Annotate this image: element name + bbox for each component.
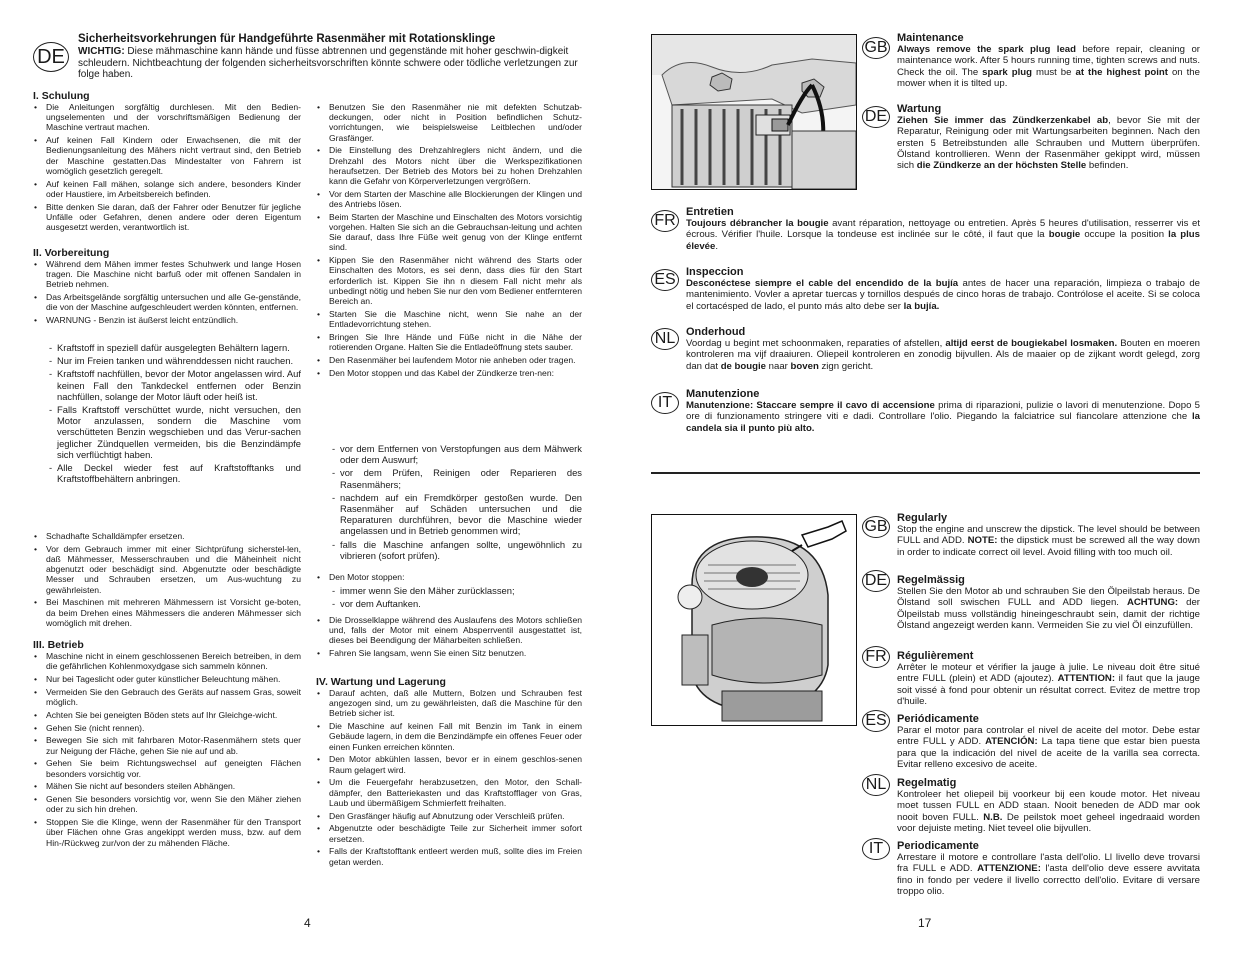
emphasis-text: Manutenzione: Staccare sempre il cavo di accensione <box>686 400 935 411</box>
block-heading-es: Inspeccion <box>686 266 744 278</box>
language-badge-es: ES <box>862 710 890 732</box>
list-item: • Mähen Sie nicht auf besonders steilen Abhängen. <box>33 781 301 791</box>
sub-list-item: - vor dem Auftanken. <box>316 598 582 609</box>
body-text: occupe la position <box>1080 229 1169 241</box>
language-badge-gb: GB <box>862 37 890 59</box>
emphasis-text: de bougie <box>720 360 766 372</box>
block-text-fr <box>897 662 1200 707</box>
list-item: • Maschine nicht in einem geschlossenen Bereich betreiben, in dem die gefährlichen Kohlenmoxydgase sich sammeln können. <box>33 651 301 671</box>
list-item: • Den Motor stoppen und das Kabel der Zündkerze tren-nen: <box>316 368 582 378</box>
list-item: • Abgenutzte oder beschädigte Teile zur Sicherheit immer sofort ersetzen. <box>316 823 582 843</box>
emphasis-text: NOTE: <box>967 535 998 547</box>
section-heading-schulung: I. Schulung <box>33 90 90 102</box>
sub-list-item: - Kraftstoff nachfüllen, bevor der Motor angelassen wird. Auf keinen Fall den Tankdeckel entfernen oder Benzin nachfüllen, solange der Motor läuft oder heiß ist. <box>33 368 301 402</box>
emphasis-text: Always remove the spark plug lead <box>897 44 1076 55</box>
list-item: • Auf keinen Fall mähen, solange sich andere, besonders Kinder oder Haustiere, im Arbeitsbereich befinden. <box>33 179 301 199</box>
list-item: • Den Grasfänger häufig auf Abnutzung oder Verschleiß prüfen. <box>316 811 582 821</box>
language-badge-es: ES <box>651 269 679 291</box>
block-heading-it: Manutenzione <box>686 388 760 400</box>
list-item: • Bei Maschinen mit mehreren Mähmessern ist Vorsicht ge-boten, da beim Drehen eines Mähmessers die anderen Mähmesser sich womöglich mit drehen. <box>33 597 301 628</box>
list-col2-a <box>316 102 582 380</box>
emphasis-text: N.B. <box>983 811 1003 823</box>
list-schulung <box>33 102 301 235</box>
body-text: Arrêter le moteur et vérifier la jauge à julie. Le niveau doit être situé entre FULL (plein) et ADD (ajoutez). <box>897 662 1200 685</box>
list-item: • Die Maschine auf keinen Fall mit Benzin im Tank in einem Gebäude lagern, in dem die Benzindämpfe ein offenes Feuer oder einen Funken erreichen könnten. <box>316 721 582 752</box>
list-item: • Bitte denken Sie daran, daß der Fahrer oder Benutzer für jegliche Unfälle oder Gefahren, denen andere oder deren Eigentum ausgesetzt werden, verantwortlich ist. <box>33 202 301 233</box>
body-text: Stellen Sie den Motor ab und schrauben Sie den Ölpeilstab heraus. De Ölstand soll swischen FULL and ADD liegen. <box>897 586 1200 609</box>
list-item: • Die Einstellung des Drehzahlreglers nicht ändern, und die Drehzahl des Motors nicht über die Werkspezifikationen heraufsetzen. Der Betrieb des Motors bei zu hohen Drehzahlen kann die Gefahr von Körperverletzungen vergrößern. <box>316 145 582 186</box>
body-text: Bouten en moeren kontroleren ma vijf draaiuren. Oliepeil kontroleren en zonodig bijvullen. Als de maaier op de zijkant wordt gelegd, zorg dan dat <box>686 338 1200 372</box>
engine-drawing <box>652 515 856 725</box>
spark-plug-drawing <box>652 35 856 189</box>
list-item: • Vor dem Gebrauch immer mit einer Sichtprüfung sicherstel-len, daß Mähmesser, Messerschrauben und die Mäheinheit nicht abgenutzt oder beschädigt sind. Abgenutzte oder beschädigte Messer und Schrauben ersetzen, um Aus-wuchtung zu gewährleisten. <box>33 544 301 595</box>
emphasis-text: la plus élevée <box>686 229 1200 252</box>
language-badge-nl: NL <box>651 328 679 350</box>
list-col2-sub1 <box>316 443 582 563</box>
block-heading-fr: Entretien <box>686 206 734 218</box>
sub-list-item: - Nur im Freien tanken und währenddessen nicht rauchen. <box>33 355 301 366</box>
sub-list-item: - falls die Maschine anfangen sollte, ungewöhnlich zu vibrieren (sofort prüfen). <box>316 539 582 561</box>
body-text: Parar el motor para controlar el nivel de aceite del motor. Debe estar entre FULL y ADD. <box>897 725 1200 748</box>
page-title: Sicherheitsvorkehrungen für Handgeführte Rasenmäher mit Rotationsklinge <box>78 33 496 45</box>
section-heading-betrieb: III. Betrieb <box>33 639 84 651</box>
list-item: • Fahren Sie langsam, wenn Sie einen Sitz benutzen. <box>316 648 582 658</box>
body-text: Voordag u begint met schoonmaken, reparaties of afstellen, <box>686 338 946 349</box>
body-text: avant réparation, nettoyage ou entretien. Après 5 heures d'utilisation, resserrer vis et écrous. Vérifier l'huile. Lorsque la tondeuse est inclinée sur le côté, il faut que la <box>686 218 1200 241</box>
body-text: the dipstick must be screwed all the way down in order to indicate correct oil level. Avoid filling with too much oil. <box>897 535 1201 558</box>
block-text-it <box>686 400 1200 434</box>
list-wartung <box>316 688 582 869</box>
list-vorbereitung-fuel <box>33 342 301 486</box>
emphasis-text: ACHTUNG: <box>1126 597 1179 609</box>
block-heading-es: Periódicamente <box>897 713 979 725</box>
block-text-it <box>897 852 1200 897</box>
list-vorbereitung-b <box>33 531 301 631</box>
list-item: • Achten Sie bei geneigten Böden stets auf Ihr Gleichge-wicht. <box>33 710 301 720</box>
emphasis-text: spark plug <box>982 66 1033 78</box>
body-text: l'asta dell'olio deve essere avvitata fino in fondo per vedere il livello correctto dell'olio. Evitare di versare troppo olio. <box>897 863 1200 897</box>
list-item: • Auf keinen Fall Kindern oder Erwachsenen, die mit der Bedienungsanleitung des Mähers nicht vertraut sind, den Betrieb der Maschine gestatten.Das Mindestalter von Fahrern ist womöglich gesetzlich geregelt. <box>33 135 301 176</box>
list-item: • Starten Sie die Maschine nicht, wenn Sie nahe an der Entladevorrichtung stehen. <box>316 309 582 329</box>
body-text: . <box>715 240 719 252</box>
block-text-es <box>686 278 1200 312</box>
list-item: • Um die Feuergefahr herabzusetzen, den Motor, den Schall-dämpfer, den Batteriekasten und das Kraftstofflager von Gras, Laub und übermäßigem Schmierfett freihalten. <box>316 777 582 808</box>
list-item: • Vor dem Starten der Maschine alle Blockierungen der Klingen und des Antriebs lösen. <box>316 189 582 209</box>
list-item: • Bringen Sie Ihre Hände und Füße nicht in die Nähe der rotierenden Organe. Halten Sie die Entladeöffnung stets sauber. <box>316 332 582 352</box>
block-text-nl <box>686 338 1200 372</box>
block-heading-fr: Régulièrement <box>897 650 974 662</box>
body-text: La tapa tiene que estar bien puesta para que la indicación del nivel de aceite de la varilla sea correcta. Evitar relleno excesivo de aceite. <box>897 736 1200 770</box>
emphasis-text: bougie <box>1048 229 1081 241</box>
language-badge-fr: FR <box>862 646 890 668</box>
list-item: • Gehen Sie beim Richtungswechsel auf geneigten Flächen besonders vorsichtig vor. <box>33 758 301 778</box>
body-text: naar <box>766 360 791 372</box>
body-text: De peilstok moet geheel ingedraaid worden voor dejuiste meting. Niet teveel olie bijvullen. <box>897 811 1200 834</box>
emphasis-text: boven <box>790 360 819 372</box>
emphasis-text: Toujours débrancher la bougie <box>686 218 829 229</box>
list-item: • Benutzen Sie den Rasenmäher nie mit defekten Schutzab-deckungen, oder nicht in Position befindlichen Schutz-vorrichtungen, wie beispielsweise Leitblechen und/oder Grasfänger. <box>316 102 582 143</box>
block-heading-gb: Regularly <box>897 512 948 524</box>
list-item: • Kippen Sie den Rasenmäher nicht während des Starts oder Einschalten des Motors, es sei denn, dass dies für den Start erforderlich ist. Kippen Sie ihn n diesem Fall nicht mehr als unbedingt nötig und heben Sie nur den vom Bediener entfernteren Bereich an. <box>316 255 582 306</box>
body-text: Stop the engine and unscrew the dipstick. The level should be between FULL and ADD. <box>897 524 1200 547</box>
divider-line <box>651 472 1200 474</box>
block-text-fr <box>686 218 1200 252</box>
page-number-right: 17 <box>918 916 932 930</box>
language-badge-de: DE <box>862 106 890 128</box>
block-heading-de: Wartung <box>897 103 942 115</box>
block-text-gb <box>897 524 1200 558</box>
sub-list-item: - nachdem auf ein Fremdkörper gestoßen wurde. Den Rasenmäher auf Schäden untersuchen und die Reparaturen durchführen, bevor die Maschine wieder angelassen und in Betrieb genommen wird; <box>316 492 582 537</box>
body-text: antes de hacer una reparación, limpieza o trabajo de mantenimiento. Vovler a apretar tuercas y tornillos después de cinco horas de trabajo. Contrólose el aceite. Si se coloca el cortacésped de lado, el punto más alto debe ser <box>686 278 1200 312</box>
body-text: before repair, cleaning or maintenance work. After 5 hours running time, tighten screws and nuts. Check the oil. The <box>897 44 1200 78</box>
sub-list-item: - vor dem Entfernen von Verstopfungen aus dem Mähwerk oder dem Auswurf; <box>316 443 582 465</box>
language-badge-nl: NL <box>862 774 890 796</box>
sub-list-item: - Alle Deckel wieder fest auf Kraftstofftanks und Kraftstoffbehältern anbringen. <box>33 462 301 484</box>
list-item: • Die Anleitungen sorgfältig durchlesen. Mit den Bedien-ungselementen und der vorschriftsmäßigen Bedienung der Maschine vertraut machen. <box>33 102 301 133</box>
list-betrieb <box>33 651 301 850</box>
emphasis-text: ATTENZIONE: <box>977 863 1041 875</box>
list-item: • Den Rasenmäher bei laufendem Motor nie anheben oder tragen. <box>316 355 582 365</box>
list-item: • Schadhafte Schalldämpfer ersetzen. <box>33 531 301 541</box>
block-heading-it: Periodicamente <box>897 840 979 852</box>
sub-list-item: - Falls Kraftstoff verschüttet wurde, nicht versuchen, den Motor anzulassen, sondern die Maschine vom verschütteten Benzin wegschieben und das Verur-sachen jeglicher Zündquellen vermeiden, bis die Benzindämpfe sich verflüchtigt haben. <box>33 404 301 460</box>
language-badge-de: DE <box>33 42 69 72</box>
body-text: der Ölpeilstab muss vollständig hineingeschraubt sein, damit der richtige Ölstand angezeigt werden kann. Vermeiden Sie zu viel Öl einzufüllen. <box>897 597 1200 631</box>
emphasis-text: ATENCIÓN: <box>985 736 1038 748</box>
list-item: • Darauf achten, daß alle Muttern, Bolzen und Schrauben fest angezogen sind, um zu gewährleisten, daß die Maschine für den Betrieb sicher ist. <box>316 688 582 719</box>
body-text: prima di riparazioni, pulizie o lavori di menutenzione. Dopo 5 ore di funzionamento stringere viti e dadi. Controllare l'olio. Piegando la falciatrice sul fiancolare attenzione che <box>686 400 1201 423</box>
emphasis-text: altijd eerst de bougiekabel losmaken. <box>945 338 1118 349</box>
list-item: • Beim Starten der Maschine und Einschalten des Motors vorsichtig vorgehen. Halten Sie sich an die Gebrauchsan-leitung und achten Sie darauf, dass Ihre Füße weit genug von der Klinge entfernt sind. <box>316 212 582 253</box>
block-heading-nl: Regelmatig <box>897 777 957 789</box>
list-item: • Vermeiden Sie den Gebrauch des Geräts auf nassem Gras, soweit möglich. <box>33 687 301 707</box>
list-item: • Nur bei Tageslicht oder guter künstlicher Beleuchtung mähen. <box>33 674 301 684</box>
block-text-nl <box>897 789 1200 834</box>
emphasis-text: Desconéctese siempre el cable del encendido de la bujía <box>686 278 959 289</box>
block-text-de <box>897 586 1200 631</box>
emphasis-text: ATTENTION: <box>1057 673 1116 685</box>
list-item: • Die Drosselklappe während des Auslaufens des Motors schließen und, falls der Motor mit einem Absperrventil ausgestattet ist, dieses bei Beendigung der Mäharbeiten schließen. <box>316 615 582 646</box>
list-item: • Genen Sie besonders vorsichtig vor, wenn Sie den Mäher ziehen oder zu sich hin drehen. <box>33 794 301 814</box>
body-text: zign gericht. <box>818 360 874 372</box>
warning-label: WICHTIG: <box>78 46 125 57</box>
block-heading-nl: Onderhoud <box>686 326 746 338</box>
list-item: • Den Motor stoppen: <box>316 572 582 582</box>
body-text: il faut que la jauge soit vissé à fond pour obtenir un résultat correct. Evitez de mettre trop d'huile. <box>897 673 1200 707</box>
list-item: • Während dem Mähen immer festes Schuhwerk und lange Hosen tragen. Die Maschine nicht barfuß oder mit offenen Sandalen in Betrieb nehmen. <box>33 259 301 290</box>
emphasis-text: Ziehen Sie immer das Zündkerzenkabel ab <box>897 115 1109 126</box>
block-text-de <box>897 115 1200 171</box>
emphasis-text: la candela sia il punto più alto. <box>686 411 1200 434</box>
emphasis-text: at the highest point <box>1075 66 1168 78</box>
language-badge-it: IT <box>651 392 679 414</box>
body-text: , bevor Sie mit der Reparatur, Reinigung oder mit Wartungsarbeiten beginnen. Nach den ersten 5 Betreibstunden alle Schrauben und Muttern überprüfen. Ölstand kontrollieren. Wenn der Rasenmäher gekippt wird, müssen sich <box>897 115 1200 172</box>
language-badge-it: IT <box>862 838 890 860</box>
list-col2-c <box>316 615 582 661</box>
list-col2-sub2 <box>316 585 582 611</box>
list-item: • Stoppen Sie die Klinge, wenn der Rasenmäher für den Transport über Flächen ohne Gras angekippt werden muss, bzw. auf dem Hin-/Rückweg zur/von der zu mähenden Fläche. <box>33 817 301 848</box>
sub-list-item: - immer wenn Sie den Mäher zurücklassen; <box>316 585 582 596</box>
emphasis-text: die Zündkerze an der höchsten Stelle <box>916 160 1087 172</box>
sub-list-item: - Kraftstoff in speziell dafür ausgelegten Behältern lagern. <box>33 342 301 353</box>
warning-text: Diese mähmaschine kann hände und füsse abtrennen und gegenstände mit hoher geschwin-digkeit schleudern. Nichtbeachtung der folgenden sicherheitsvorschriften könnte schwere oder tödliche verletzungen zur folge haben. <box>78 46 578 80</box>
sub-list-item: - vor dem Prüfen, Reinigen oder Reparieren des Rasenmähers; <box>316 467 582 489</box>
list-item: • Gehen Sie (nicht rennen). <box>33 723 301 733</box>
section-heading-wartung: IV. Wartung und Lagerung <box>316 676 446 688</box>
block-text-gb <box>897 44 1200 89</box>
emphasis-text: la bujía. <box>903 300 940 312</box>
list-item: • Falls der Kraftstofftank entleert werden muß, sollte dies im Freien getan werden. <box>316 846 582 866</box>
spark-plug-illustration <box>651 34 857 190</box>
language-badge-de: DE <box>862 570 890 592</box>
body-text: must be <box>1032 66 1076 78</box>
block-text-es <box>897 725 1200 770</box>
list-item: • Das Arbeitsgelände sorgfältig untersuchen und alle Ge-genstände, die von der Maschine aufgeschleudert werden könnten, entfernen. <box>33 292 301 312</box>
page-number-left: 4 <box>304 916 311 930</box>
list-vorbereitung <box>33 259 301 328</box>
body-text: Arrestare il motore e controllare l'asta dell'olio. Ll livello deve trovarsi fra FULL e ADD. <box>897 852 1200 875</box>
block-heading-gb: Maintenance <box>897 32 964 44</box>
language-badge-fr: FR <box>651 210 679 232</box>
body-text: Kontroleer het oliepeil bij voorkeur bij een koude motor. Het niveau moet tussen FULL en ADD staan. Nooit beneden de ADD mar ook nooit boven FULL. <box>897 789 1200 823</box>
section-heading-vorbereitung: II. Vorbereitung <box>33 247 110 259</box>
body-text: on the mower when it is tilted up. <box>897 66 1200 89</box>
list-item: • WARNUNG - Benzin ist äußerst leicht entzündlich. <box>33 315 301 325</box>
list-item: • Den Motor abkühlen lassen, bevor er in einem geschlos-senen Raum gelagert wird. <box>316 754 582 774</box>
warning-paragraph <box>78 46 582 81</box>
language-badge-gb: GB <box>862 516 890 538</box>
body-text: befinden. <box>1086 160 1129 172</box>
block-heading-de: Regelmässig <box>897 574 965 586</box>
list-col2-b <box>316 572 582 585</box>
list-item: • Bewegen Sie sich mit fahrbaren Motor-Rasenmähern stets quer zur Neigung der Fläche, gehen Sie nie auf und ab. <box>33 735 301 755</box>
dipstick-illustration <box>651 514 857 726</box>
